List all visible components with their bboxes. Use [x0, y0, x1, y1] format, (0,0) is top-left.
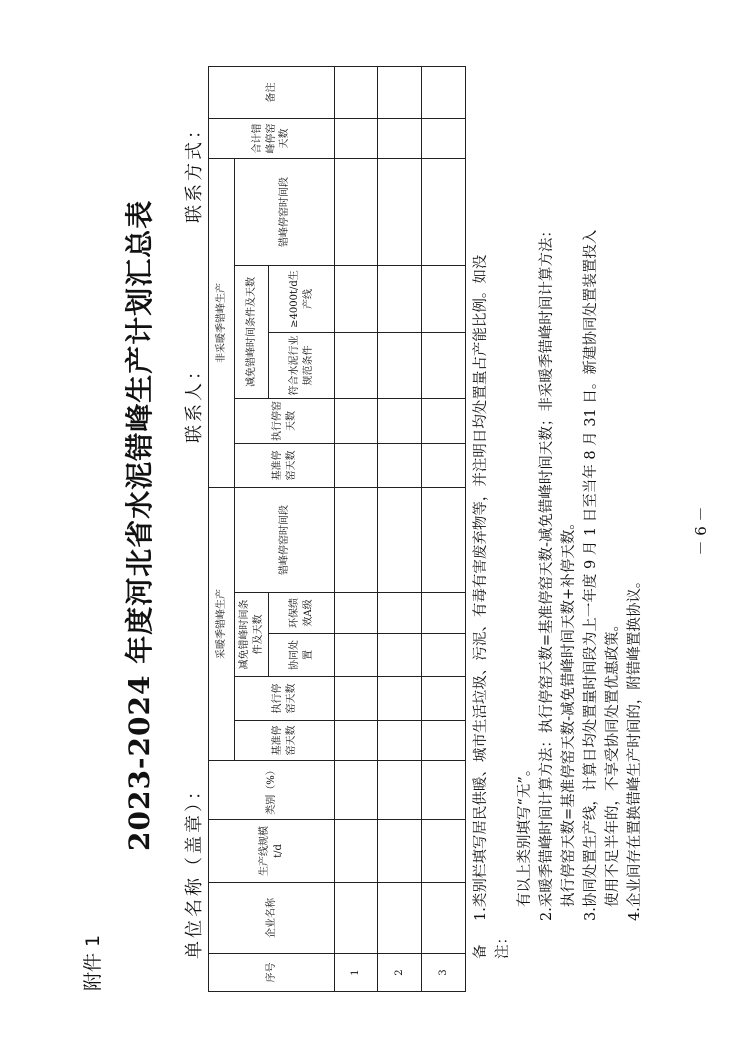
header-total-days: 合计错峰停窑天数 — [209, 119, 335, 159]
cell-line-scale[interactable] — [378, 820, 422, 883]
notes-section — [470, 79, 646, 959]
header-nonheating-exempt-conditions: 减免错峰时间条件及天数 — [235, 266, 269, 399]
cell-heating-exec[interactable] — [335, 677, 378, 721]
cell-nonheating-exec[interactable] — [378, 399, 422, 444]
header-heating-exempt-conditions: 减免错峰时间条件及天数 — [235, 593, 269, 677]
cell-heating-base[interactable] — [378, 721, 422, 761]
header-nonheating-base-days: 基准停窑天数 — [235, 444, 335, 488]
cell-nonheating-base[interactable] — [335, 444, 378, 488]
note-item-3-cont: 使用不足半年的，不享受协同处置优惠政策。 — [605, 617, 621, 907]
header-line-scale: 生产线规模 t/d — [209, 820, 335, 883]
cell-nonheating-norm[interactable] — [335, 333, 378, 399]
header-nonheating-exec-days: 执行停窑天数 — [235, 399, 335, 444]
cell-nonheating-norm[interactable] — [422, 333, 466, 399]
production-plan-table — [208, 66, 466, 992]
cell-heating-coproc[interactable] — [378, 634, 422, 677]
note-item-2-cont: 执行停窑天数=基准停窑天数-减免错峰时间天数+补停天数。 — [561, 515, 577, 907]
cell-heating-env[interactable] — [378, 593, 422, 634]
header-coprocessing: 协同处置 — [269, 634, 335, 677]
header-nonheating-season: 非采暖季错峰生产 — [209, 159, 235, 488]
cell-heating-period[interactable] — [422, 488, 466, 593]
cell-total[interactable] — [378, 119, 422, 159]
cell-remarks[interactable] — [422, 67, 466, 119]
header-line-4000: ≥4000t/d生产线 — [269, 266, 335, 333]
cell-nonheating-exec[interactable] — [422, 399, 466, 444]
cell-seq: 3 — [422, 954, 466, 992]
cell-line-scale[interactable] — [422, 820, 466, 883]
header-company-name: 企业名称 — [209, 883, 335, 954]
cell-heating-period[interactable] — [335, 488, 378, 593]
cell-remarks[interactable] — [335, 67, 378, 119]
note-item-4: 4.企业间存在置换错峰生产时间的，附错峰置换协议。 — [627, 573, 643, 921]
cell-nonheating-period[interactable] — [335, 159, 378, 266]
cell-company-name[interactable] — [378, 883, 422, 954]
page-number: － 6 － — [692, 506, 710, 556]
note-item-3: 3.协同处置生产线，计算日均处置量时间段为上一年度 9 月 1 日至当年 8 月 31 日。新建协同处置装置投入 — [583, 229, 599, 921]
header-nonheating-period: 错峰停窑时间段 — [235, 159, 335, 266]
header-env-grade-a: 环保绩效A级 — [269, 593, 335, 634]
cell-heating-coproc[interactable] — [335, 634, 378, 677]
cell-category[interactable] — [378, 761, 422, 820]
cell-nonheating-norm[interactable] — [378, 333, 422, 399]
cell-total[interactable] — [422, 119, 466, 159]
cell-heating-coproc[interactable] — [422, 634, 466, 677]
note-item-2: 2.采暖季错峰时间计算方法：执行停窑天数=基准停窑天数-减免错峰时间天数；非采暖季错峰时间计算方法： — [539, 223, 555, 921]
cell-heating-env[interactable] — [422, 593, 466, 634]
header-heating-season: 采暖季错峰生产 — [209, 488, 235, 761]
header-seq: 序号 — [209, 954, 335, 992]
document-title: 2023-2024 年度河北省水泥错峰生产计划汇总表 — [123, 199, 156, 851]
cell-nonheating-base[interactable] — [378, 444, 422, 488]
contact-method-label: 联系方式： — [184, 118, 205, 223]
header-category: 类别（%） — [209, 761, 335, 820]
cell-heating-period[interactable] — [378, 488, 422, 593]
cell-category[interactable] — [335, 761, 378, 820]
attachment-label: 附件 1 — [82, 934, 104, 991]
cell-seq: 1 — [335, 954, 378, 992]
note-item-1-cont: 有以上类别填写“无”。 — [517, 761, 533, 907]
unit-name-label: 单位名称（盖章）： — [184, 779, 205, 959]
header-heating-base-days: 基准停窑天数 — [235, 721, 335, 761]
cell-nonheating-period[interactable] — [378, 159, 422, 266]
cell-company-name[interactable] — [422, 883, 466, 954]
header-heating-period: 错峰停窑时间段 — [235, 488, 335, 593]
cell-nonheating-period[interactable] — [422, 159, 466, 266]
notes-label: 备注： — [473, 930, 511, 959]
cell-total[interactable] — [335, 119, 378, 159]
cell-heating-base[interactable] — [335, 721, 378, 761]
cell-nonheating-4000[interactable] — [335, 266, 378, 333]
cell-company-name[interactable] — [335, 883, 378, 954]
cell-nonheating-4000[interactable] — [422, 266, 466, 333]
contact-person-label: 联系人： — [184, 359, 205, 443]
cell-line-scale[interactable] — [335, 820, 378, 883]
cell-heating-base[interactable] — [422, 721, 466, 761]
table-row — [422, 67, 466, 992]
table-row — [378, 67, 422, 992]
cell-heating-env[interactable] — [335, 593, 378, 634]
header-remarks: 备注 — [209, 67, 335, 119]
cell-nonheating-4000[interactable] — [378, 266, 422, 333]
header-heating-exec-days: 执行停窑天数 — [235, 677, 335, 721]
table-row — [335, 67, 378, 992]
cell-heating-exec[interactable] — [422, 677, 466, 721]
header-industry-norm: 符合水泥行业规范条件 — [269, 333, 335, 399]
cell-remarks[interactable] — [378, 67, 422, 119]
note-item-1: 1.类别栏填写居民供暖、城市生活垃圾、污泥、有毒有害废弃物等，并注明日均处置量占产能比例。如没 — [473, 254, 489, 921]
cell-category[interactable] — [422, 761, 466, 820]
cell-nonheating-exec[interactable] — [335, 399, 378, 444]
cell-nonheating-base[interactable] — [422, 444, 466, 488]
cell-heating-exec[interactable] — [378, 677, 422, 721]
cell-seq: 2 — [378, 954, 422, 992]
